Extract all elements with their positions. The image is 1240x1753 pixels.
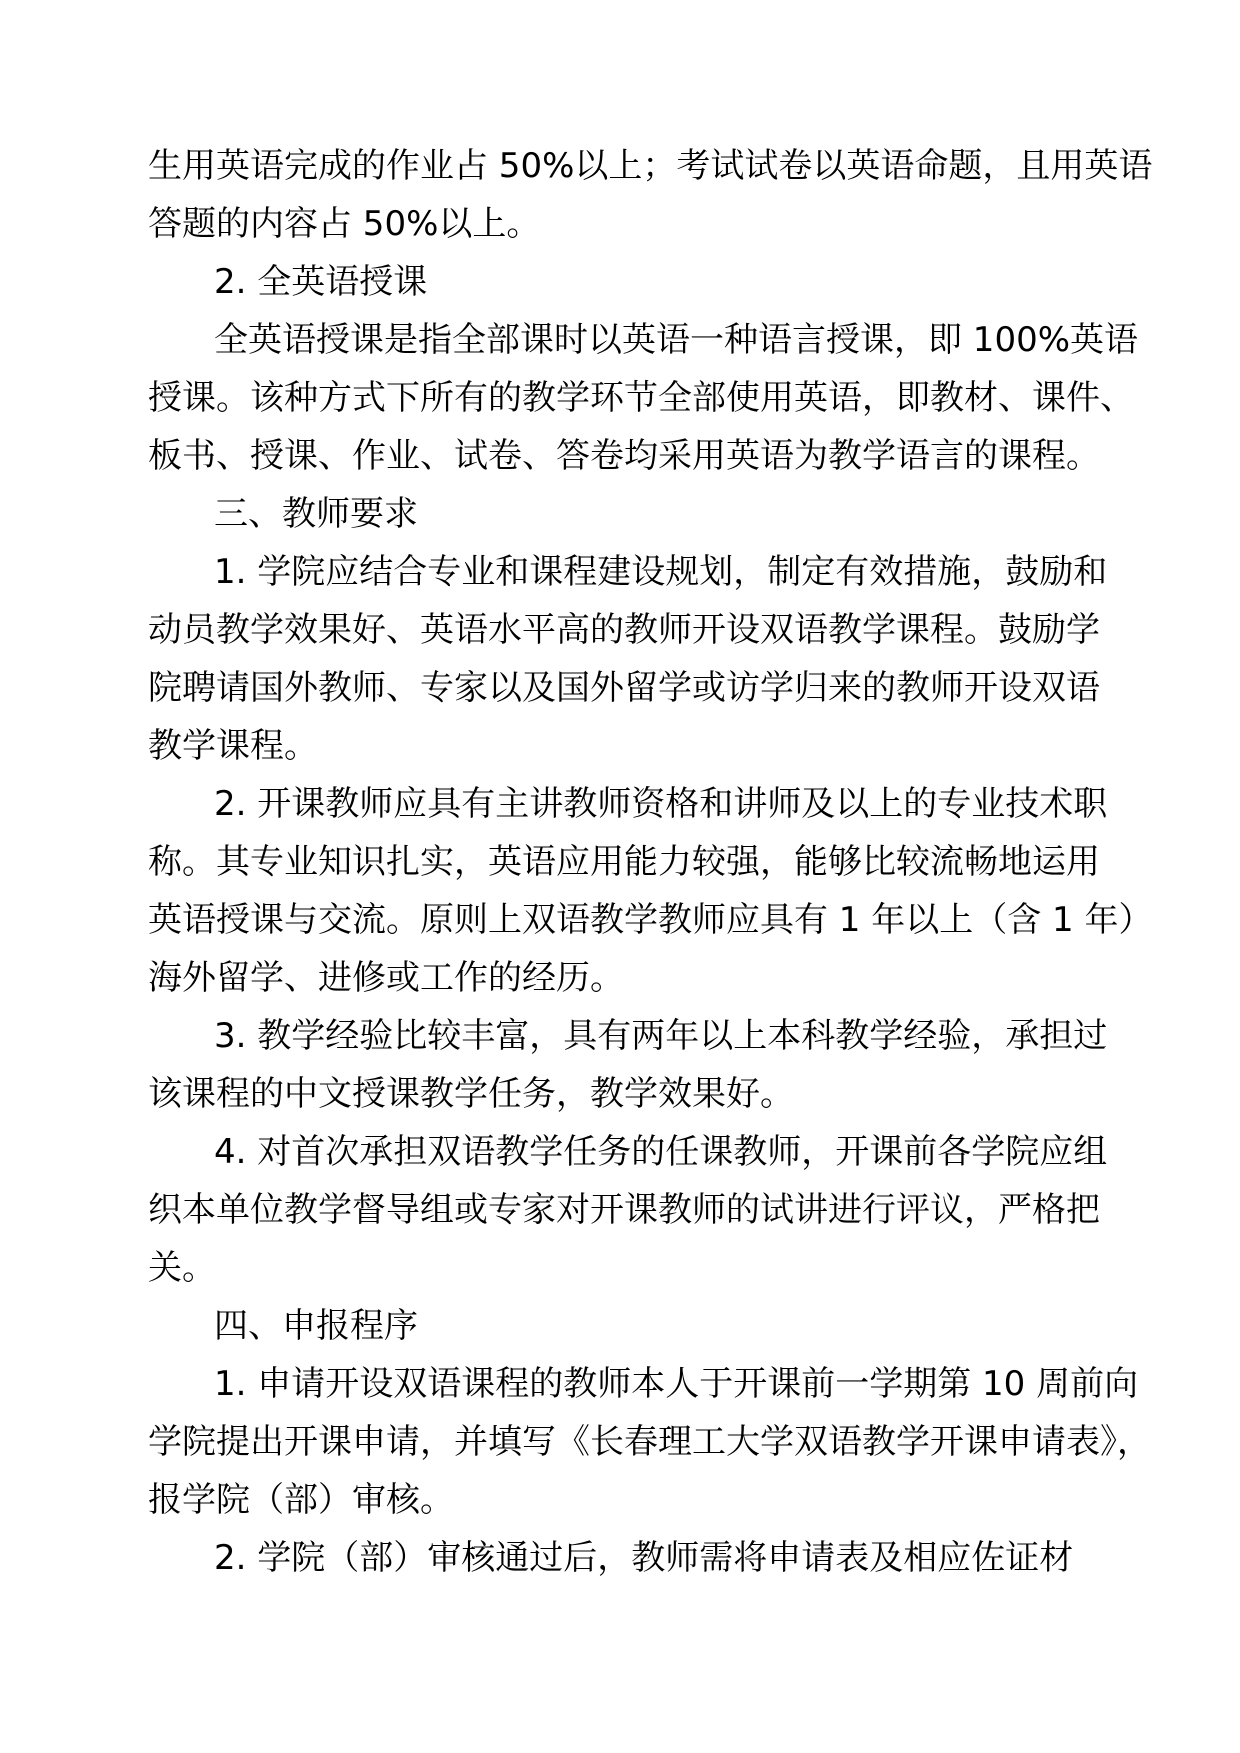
paragraph-line: 2. 学院（部）审核通过后，教师需将申请表及相应佐证材 <box>214 1538 1074 1578</box>
paragraph-line: 板书、授课、作业、试卷、答卷均采用英语为教学语言的课程。 <box>148 436 1100 476</box>
paragraph-line: 1. 申请开设双语课程的教师本人于开课前一学期第 10 周前向 <box>214 1364 1139 1404</box>
paragraph-line: 答题的内容占 50%以上。 <box>148 204 541 244</box>
paragraph-line: 全英语授课是指全部课时以英语一种语言授课，即 100%英语 <box>214 320 1139 360</box>
paragraph-line: 该课程的中文授课教学任务，教学效果好。 <box>148 1074 794 1114</box>
section-heading: 四、申报程序 <box>214 1306 418 1346</box>
paragraph-line: 报学院（部）审核。 <box>148 1480 454 1520</box>
paragraph-line: 3. 教学经验比较丰富，具有两年以上本科教学经验，承担过 <box>214 1016 1108 1056</box>
paragraph-line: 教学课程。 <box>148 726 318 766</box>
section-subheading: 2. 全英语授课 <box>214 262 428 302</box>
paragraph-line: 2. 开课教师应具有主讲教师资格和讲师及以上的专业技术职 <box>214 784 1108 824</box>
paragraph-line: 关。 <box>148 1248 216 1288</box>
paragraph-line: 英语授课与交流。原则上双语教学教师应具有 1 年以上（含 1 年） <box>148 900 1153 940</box>
paragraph-line: 院聘请国外教师、专家以及国外留学或访学归来的教师开设双语 <box>148 668 1100 708</box>
paragraph-line: 4. 对首次承担双语教学任务的任课教师，开课前各学院应组 <box>214 1132 1108 1172</box>
paragraph-line: 学院提出开课申请，并填写《长春理工大学双语教学开课申请表》， <box>148 1422 1151 1462</box>
section-heading: 三、教师要求 <box>214 494 418 534</box>
paragraph-line: 海外留学、进修或工作的经历。 <box>148 958 624 998</box>
paragraph-line: 授课。该种方式下所有的教学环节全部使用英语，即教材、课件、 <box>148 378 1134 418</box>
paragraph-line: 1. 学院应结合专业和课程建设规划，制定有效措施，鼓励和 <box>214 552 1108 592</box>
paragraph-line: 动员教学效果好、英语水平高的教师开设双语教学课程。鼓励学 <box>148 610 1100 650</box>
paragraph-line: 称。其专业知识扎实，英语应用能力较强，能够比较流畅地运用 <box>148 842 1100 882</box>
paragraph-line: 生用英语完成的作业占 50%以上；考试试卷以英语命题，且用英语 <box>148 146 1153 186</box>
paragraph-line: 织本单位教学督导组或专家对开课教师的试讲进行评议，严格把 <box>148 1190 1100 1230</box>
